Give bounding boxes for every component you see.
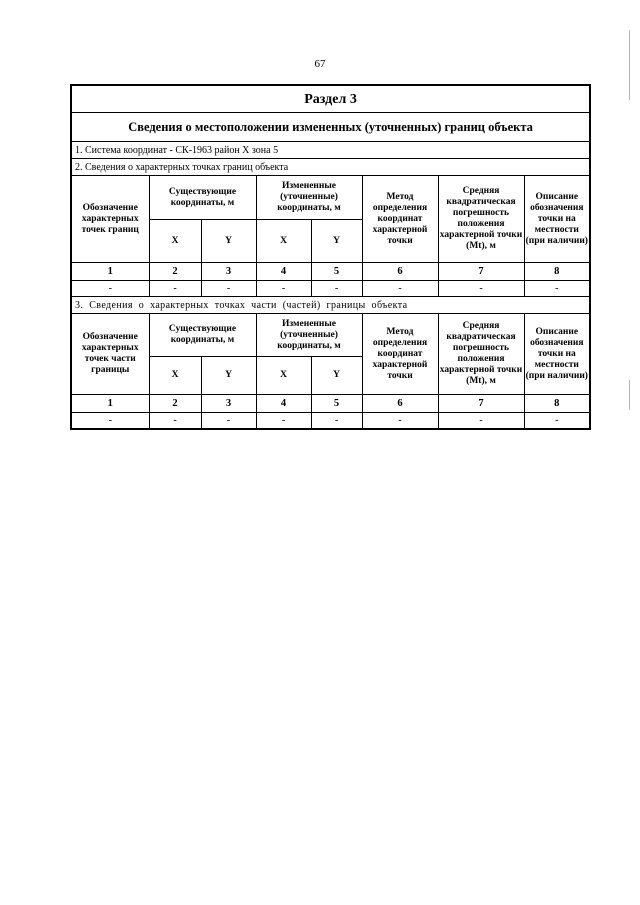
table-cell: - [438,281,524,297]
part3-column-number: 3 [201,395,256,413]
section-title: Раздел 3 [71,85,590,113]
table-cell: - [362,413,438,430]
part2-heading: 2. Сведения о характерных точках границ объекта [71,159,590,176]
part2-column-number: 5 [311,263,362,281]
table-cell: - [71,413,149,430]
part3-heading: 3. Сведения о характерных точках части (частей) границы объекта [71,297,590,314]
part3-header-existing: Существующие координаты, м [149,314,256,357]
page-number: 67 [314,58,326,70]
scan-edge-line [629,30,630,100]
table-cell: - [311,281,362,297]
table-cell: - [438,413,524,430]
part3-header-error: Средняя квадратическая погрешность положения характерной точки (Mt), м [438,314,524,395]
table-cell: - [311,413,362,430]
part3-header-method: Метод определения координат характерной точки [362,314,438,395]
part3-header-description: Описание обозначения точки на местности (при наличии) [524,314,590,395]
part3-column-number: 2 [149,395,201,413]
table-cell: - [71,281,149,297]
part3-header-existing-y: Y [201,357,256,395]
part3-column-number: 1 [71,395,149,413]
table-cell: - [201,413,256,430]
table-cell: - [362,281,438,297]
section-table [70,84,591,430]
part2-header-changed: Измененные (уточненные) координаты, м [256,176,362,220]
part2-header-method: Метод определения координат характерной точки [362,176,438,263]
part2-header-existing-x: X [149,220,201,263]
table-cell: - [201,281,256,297]
part2-column-number: 2 [149,263,201,281]
part3-header-changed-y: Y [311,357,362,395]
part2-header-designation: Обозначение характерных точек границ [71,176,149,263]
part2-header-existing-y: Y [201,220,256,263]
table-cell: - [256,281,311,297]
part2-column-number: 6 [362,263,438,281]
part3-header-changed-x: X [256,357,311,395]
part2-column-number: 3 [201,263,256,281]
part3-column-number: 5 [311,395,362,413]
part2-header-changed-x: X [256,220,311,263]
coordinate-system: 1. Система координат - СК-1963 район X зона 5 [71,142,590,159]
part2-column-number: 7 [438,263,524,281]
part3-header-designation: Обозначение характерных точек части границы [71,314,149,395]
part2-column-number: 8 [524,263,590,281]
table-cell: - [524,413,590,430]
part2-header-error: Средняя квадратическая погрешность положения характерной точки (Mt), м [438,176,524,263]
part2-header-existing: Существующие координаты, м [149,176,256,220]
table-row [71,281,590,297]
part3-column-number: 6 [362,395,438,413]
part2-column-number: 4 [256,263,311,281]
table-cell: - [524,281,590,297]
section-subtitle: Сведения о местоположении измененных (уточненных) границ объекта [71,113,590,142]
table-row [71,413,590,430]
part3-header-existing-x: X [149,357,201,395]
scan-edge-line [629,380,630,410]
part2-column-number: 1 [71,263,149,281]
part3-column-number: 7 [438,395,524,413]
part3-column-number: 4 [256,395,311,413]
table-cell: - [149,413,201,430]
part2-header-changed-y: Y [311,220,362,263]
part3-column-number: 8 [524,395,590,413]
table-cell: - [256,413,311,430]
part2-header-description: Описание обозначения точки на местности (при наличии) [524,176,590,263]
part3-header-changed: Измененные (уточненные) координаты, м [256,314,362,357]
table-cell: - [149,281,201,297]
